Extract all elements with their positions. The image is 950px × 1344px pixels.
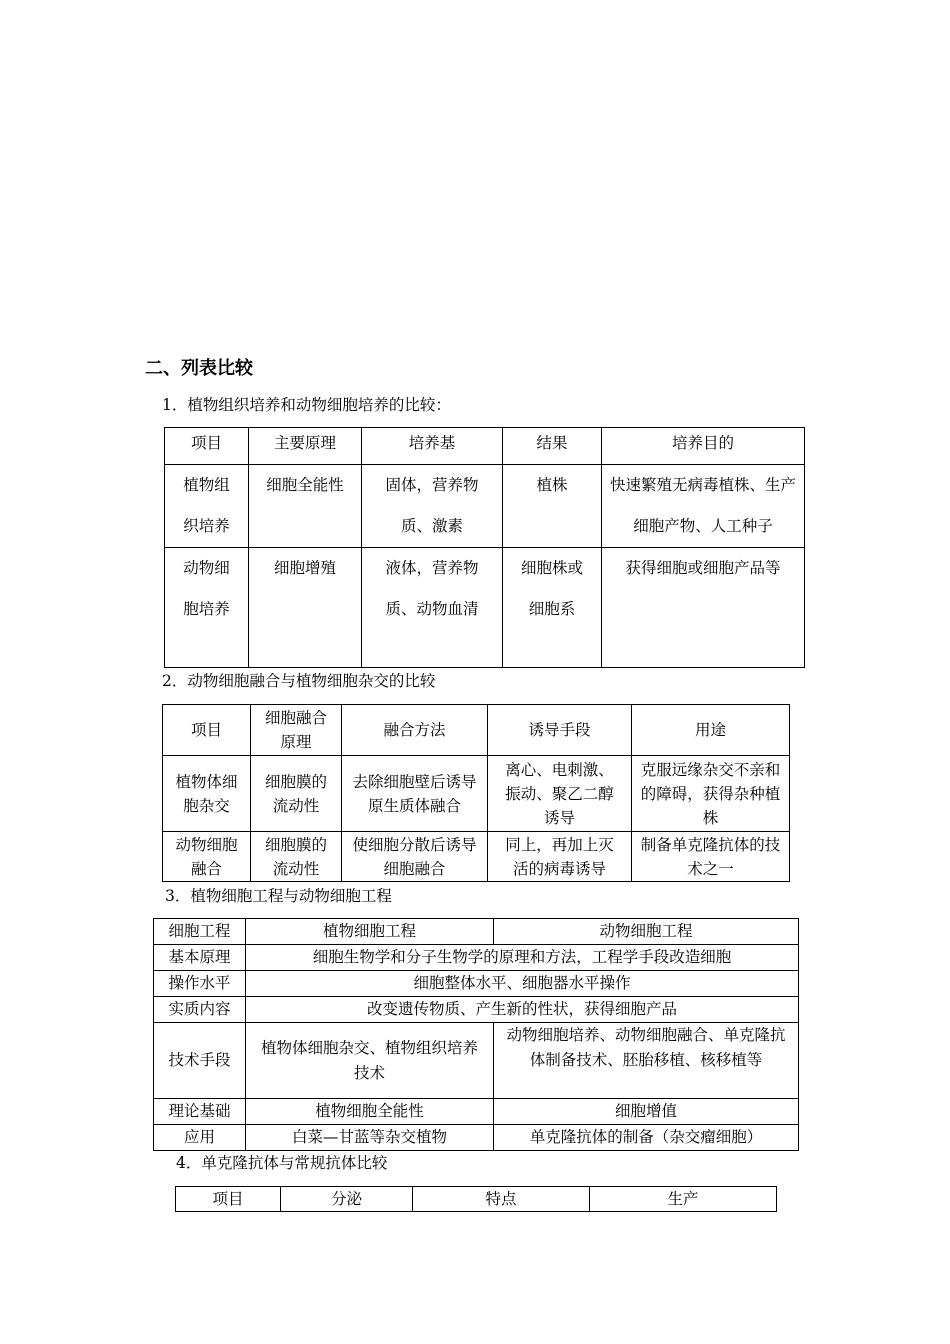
t3-row-label: 应用	[154, 1125, 246, 1151]
t3-cell: 细胞整体水平、细胞器水平操作	[246, 971, 799, 997]
table-row	[154, 1125, 799, 1151]
t3-header: 植物细胞工程	[246, 919, 494, 945]
t3-cell: 植物细胞全能性	[246, 1099, 494, 1125]
t1-header: 主要原理	[249, 428, 362, 465]
table4-caption: 4．单克隆抗体与常规抗体比较	[176, 1154, 388, 1172]
table-row	[163, 832, 790, 882]
t1-cell: 固体，营养物质、激素	[362, 465, 503, 548]
t3-cell: 单克隆抗体的制备（杂交瘤细胞）	[494, 1125, 799, 1151]
t2-cell: 同上，再加上灭活的病毒诱导	[488, 832, 632, 882]
t2-cell: 植物体细胞杂交	[163, 756, 251, 832]
t3-row-label: 理论基础	[154, 1099, 246, 1125]
table2-caption: 2．动物细胞融合与植物细胞杂交的比较	[162, 672, 436, 690]
t2-cell: 细胞膜的流动性	[251, 832, 342, 882]
t1-cell: 获得细胞或细胞产品等	[602, 548, 805, 668]
table3-caption: 3．植物细胞工程与动物细胞工程	[165, 887, 392, 905]
t2-cell: 动物细胞融合	[163, 832, 251, 882]
t4-header: 项目	[176, 1187, 281, 1212]
table-row	[154, 1023, 799, 1099]
t1-cell: 液体，营养物质、动物血清	[362, 548, 503, 668]
t2-header: 项目	[163, 705, 251, 756]
t2-header: 用途	[632, 705, 790, 756]
table-row	[154, 945, 799, 971]
t1-header: 结果	[503, 428, 602, 465]
t3-row-label: 操作水平	[154, 971, 246, 997]
table-row	[163, 756, 790, 832]
t1-cell: 细胞全能性	[249, 465, 362, 548]
t1-cell: 植物组织培养	[165, 465, 249, 548]
t2-cell: 制备单克隆抗体的技术之一	[632, 832, 790, 882]
table1-caption: 1．植物组织培养和动物细胞培养的比较：	[162, 396, 451, 414]
table-row	[154, 997, 799, 1023]
table-row	[154, 971, 799, 997]
t2-cell: 去除细胞壁后诱导原生质体融合	[342, 756, 488, 832]
table-row	[165, 548, 805, 668]
t2-cell: 细胞膜的流动性	[251, 756, 342, 832]
t3-cell: 动物细胞培养、动物细胞融合、单克隆抗体制备技术、胚胎移植、核移植等	[494, 1023, 799, 1099]
t3-row-label: 实质内容	[154, 997, 246, 1023]
t3-cell: 细胞生物学和分子生物学的原理和方法，工程学手段改造细胞	[246, 945, 799, 971]
table4	[175, 1186, 777, 1212]
t2-header: 融合方法	[342, 705, 488, 756]
t3-cell: 白菜—甘蓝等杂交植物	[246, 1125, 494, 1151]
t1-cell: 植株	[503, 465, 602, 548]
table-row	[165, 465, 805, 548]
t3-cell: 改变遗传物质、产生新的性状，获得细胞产品	[246, 997, 799, 1023]
table-row	[154, 1099, 799, 1125]
table3	[153, 918, 799, 1151]
t1-header: 项目	[165, 428, 249, 465]
t4-header: 分泌	[281, 1187, 413, 1212]
t1-cell: 细胞株或细胞系	[503, 548, 602, 668]
t3-cell: 植物体细胞杂交、植物组织培养技术	[246, 1023, 494, 1099]
t3-row-label: 基本原理	[154, 945, 246, 971]
t3-cell: 细胞增值	[494, 1099, 799, 1125]
t1-header: 培养目的	[602, 428, 805, 465]
t2-cell: 离心、电刺激、振动、聚乙二醇诱导	[488, 756, 632, 832]
t4-header: 生产	[590, 1187, 777, 1212]
t1-header: 培养基	[362, 428, 503, 465]
t4-header: 特点	[413, 1187, 590, 1212]
t3-row-label: 技术手段	[154, 1023, 246, 1099]
t2-cell: 使细胞分散后诱导细胞融合	[342, 832, 488, 882]
t2-cell: 克服远缘杂交不亲和的障碍，获得杂种植株	[632, 756, 790, 832]
t3-header: 细胞工程	[154, 919, 246, 945]
section-title: 二、列表比较	[145, 358, 253, 379]
t2-header: 诱导手段	[488, 705, 632, 756]
t2-header: 细胞融合原理	[251, 705, 342, 756]
table2	[162, 704, 790, 882]
t3-header: 动物细胞工程	[494, 919, 799, 945]
t1-cell: 动物细胞培养	[165, 548, 249, 668]
t1-cell: 快速繁殖无病毒植株、生产细胞产物、人工种子	[602, 465, 805, 548]
table1	[164, 427, 805, 668]
t1-cell: 细胞增殖	[249, 548, 362, 668]
